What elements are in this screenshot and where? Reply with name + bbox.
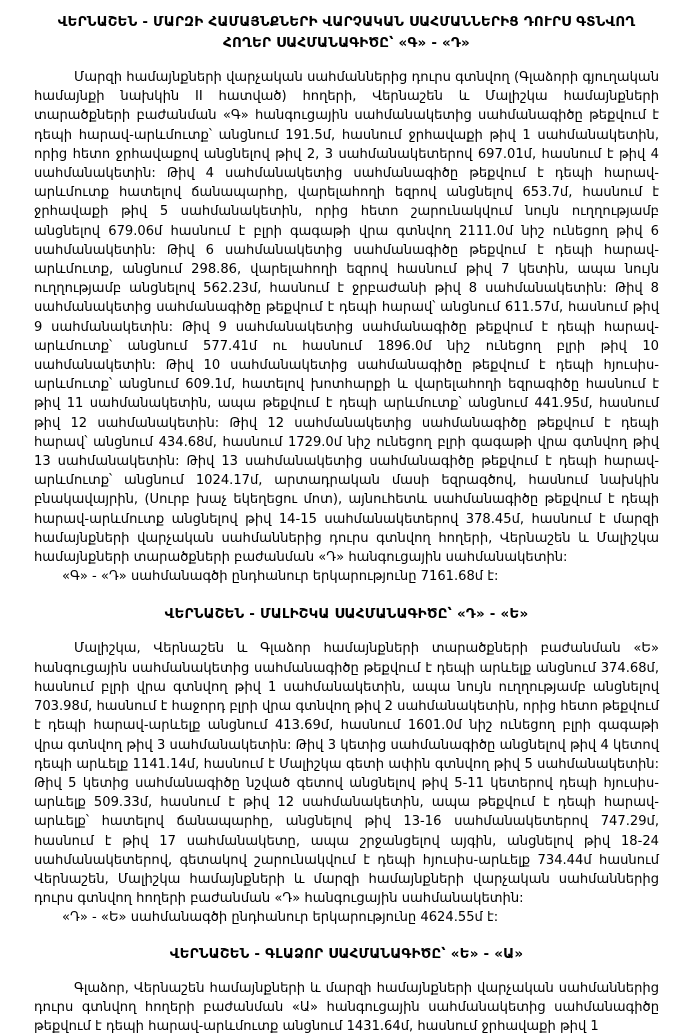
section-heading: ՎԵՐՆԱՇԵՆ - ԳԼԱՁՈՐ ՍԱՀՄԱՆԱԳԻԾԸ՝ «Ե» - «Ա» bbox=[169, 945, 524, 962]
section-g-d bbox=[34, 12, 659, 586]
section-body: Մարզի համայնքների վարչական սահմաններից դուրս գտնվող (Գլաձորի գյուղական համայնքի նախկին II հատված) հողերի, Վերնաշեն և Մալիշկա համայնքների տարածքների բաժանման «Գ» հանգուցային սահմանակետից սահմանագիծը թեքվում է դեպի հարավ-արևմուտք՝ անցնում 191.5մ, հասնում ջրհավաքի թիվ 1 սահմանակետին, որից հետո ջրհավաքով անցնելով թիվ 2, 3 սահմանակետերով 697.01մ, հասնում է թիվ 4 սահմանակետին: Թիվ 4 սահմանակետից սահմանագիծը թեքվում է դեպի հարավ-արևմուտք հատելով ճանապարհը, վարելահողի եզրով անցնելով 653.7մ, հասնում է ջրհավաքի թիվ 5 սահմանակետին, որից հետո շարունակվում նույն ուղղությամբ անցնելով 679.06մ հասնում է բլրի գագաթի վրա գտնվող 2111.0մ նիշ ունեցող թիվ 6 սահմանակետին: Թիվ 6 սահմանակետից սահմանագիծը թեքվում է դեպի հարավ-արևմուտք, անցնում 298.86, վարելահողի եզրով հասնում թիվ 7 կետին, ապա նույն ուղղությամբ անցնելով 562.23մ, հասնում է ջրբաժանի թիվ 8 սահմանակետին: Թիվ 8 սահմանակետից սահմանագիծը թեքվում է դեպի հարավ՝ անցնում 611.57մ, հասնում թիվ 9 սահմանակետին: Թիվ 9 սահմանակետից սահմանագիծը թեքվում է դեպի հարավ-արևմուտք՝ անցնում 577.41մ ու հասնում 1896.0մ նիշ ունեցող բլրի թիվ 10 սահմանակետին: Թիվ 10 սահմանակետից սահմանագիծը թեքվում է դեպի հյուսիս-արևմուտք՝ անցնում 609.1մ, հատելով խոտհարքի և վարելահողի եզրագիծը հասնում է թիվ 11 սահմանակետին, ապա թեքվում է դեպի արևմուտք՝ անցնում 441.95մ, հասնում թիվ 12 սահմանակետին: Թիվ 12 սահմանակետից սահմանագիծը թեքվում է դեպի հարավ՝ անցնում 434.68մ, հասնում 1729.0մ նիշ ունեցող բլրի գագաթի վրա գտնվող թիվ 13 սահմանակետին: Թիվ 13 սահմանակետից սահմանագիծը թեքվում է դեպի հարավ-արևմուտք՝ անցնում 1024.17մ, արտադրական մասի եզրագծով, հասնում նախկին բնակավայրին, (Սուրբ խաչ եկեղեցու մոտ), այնուհետև սահմանագիծը թեքվում է դեպի հարավ-արևմուտք անցնելով թիվ 14-15 սահմանակետերով 378.45մ, հասնում է մարզի համայնքների վարչական սահմաններից դուրս գտնվող հողերի, Վերնաշեն և Մալիշկա համայնքների տարածքների բաժանման «Դ» հանգուցային սահմանակետին: bbox=[34, 70, 659, 566]
section-heading: ՎԵՐՆԱՇԵՆ - ՄԱՐԶԻ ՀԱՄԱՅՆՔՆԵՐԻ ՎԱՐՉԱԿԱՆ ՍԱՀՄԱՆՆԵՐԻՑ ԴՈՒՐՍ ԳՏՆՎՈՂ ՀՈՂԵՐ ՍԱՀՄԱՆԱԳԻԾԸ՝ «Գ» - «Դ» bbox=[57, 14, 636, 51]
spacer bbox=[34, 928, 659, 944]
section-heading: ՎԵՐՆԱՇԵՆ - ՄԱԼԻՇԿԱ ՍԱՀՄԱՆԱԳԻԾԸ՝ «Դ» - «Ե» bbox=[164, 606, 529, 623]
section-e-a bbox=[34, 944, 659, 1036]
section-total-length: «Գ» - «Դ» սահմանագծի ընդհանուր երկարությունը 7161.68մ է: bbox=[62, 569, 499, 585]
spacer bbox=[34, 54, 659, 68]
section-total-length: «Դ» - «Ե» սահմանագծի ընդհանուր երկարությունը 4624.55մ է: bbox=[62, 910, 499, 926]
spacer bbox=[34, 586, 659, 604]
section-body: Մալիշկա, Վերնաշեն և Գլաձոր համայնքների տարածքների բաժանման «Ե» հանգուցային սահմանակետից սահմանագիծը թեքվում է դեպի արևելք անցնում 374.68մ, հասնում բլրի վրա գտնվող թիվ 1 սահմանակետին, ապա նույն ուղղությամբ անցնելով 703.98մ, հասնում է հաջորդ բլրի վրա գտնվող թիվ 2 սահմանակետին, որից հետո թեքվում է դեպի հարավ-արևելք անցնում 413.69մ, հասնում 1601.0մ նիշ ունեցող բլրի գագաթի վրա գտնվող թիվ 3 սահմանակետին: Թիվ 3 կետից սահմանագիծը անցնելով թիվ 4 կետով դեպի արևելք 1141.14մ, հասնում է Մալիշկա գետի ափին գտնվող թիվ 5 սահմանակետին: Թիվ 5 կետից սահմանագիծը նշված գետով անցնելով թիվ 5-11 կետերով դեպի հյուսիս-արևելք 509.33մ, հասնում է թիվ 12 սահմանակետին, ապա թեքվում է դեպի հարավ-արևելք՝ հատելով ճանապարհը, անցնելով թիվ 13-16 սահմանակետերով 747.29մ, հասնում է թիվ 17 սահմանակետը, ապա շրջանցելով այգին, անցնելով թիվ 18-24 սահմանակետերով, գետակով շարունակվում է դեպի հյուսիս-արևելք 734.44մ հասնում Վերնաշեն, Մալիշկա համայնքների և մարզի համայնքների վարչական սահմաններից դուրս գտնվող հողերի բաժանման «Դ» հանգուցային սահմանակետին: bbox=[34, 641, 659, 907]
spacer bbox=[34, 965, 659, 979]
section-body: Գլաձոր, Վերնաշեն համայնքների և մարզի համայնքների վարչական սահմաններից դուրս գտնվող հողերի բաժանման «Ա» հանգուցային սահմանակետից սահմանագիծը թեքվում է դեպի հարավ-արևմուտք անցնում 1431.64մ, հասնում ջրհավաքի թիվ 1 bbox=[34, 980, 659, 1034]
section-d-e bbox=[34, 604, 659, 927]
spacer bbox=[34, 625, 659, 639]
